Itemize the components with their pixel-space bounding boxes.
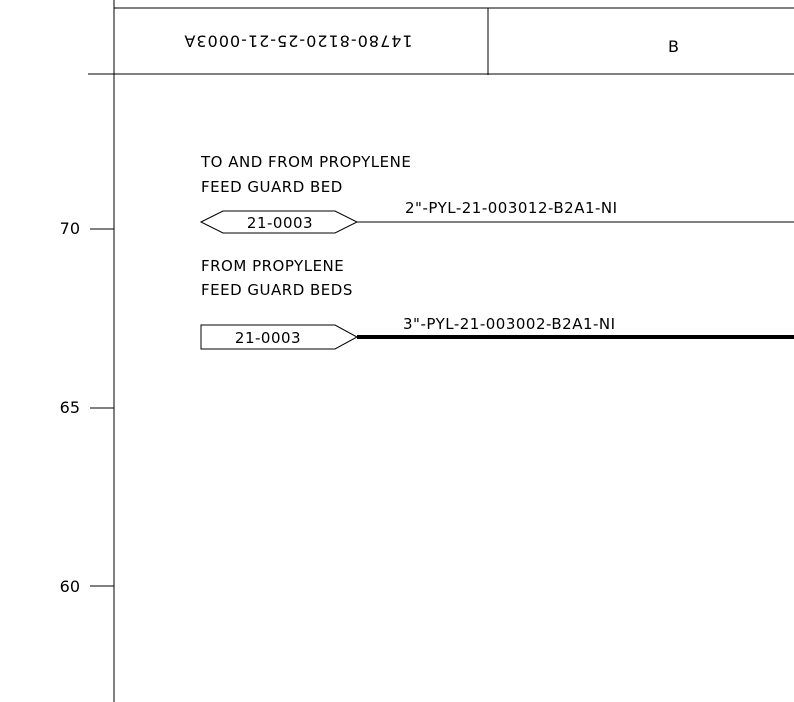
connector-1-sheet-ref: 21-0003 <box>246 214 314 232</box>
revision-letter: B <box>668 37 680 56</box>
connector-feed-guard-bed <box>200 153 794 233</box>
connector-2-line-tag: 3"-PYL-21-003002-B2A1-NI <box>403 315 616 333</box>
connector-1-note-line-2: FEED GUARD BED <box>201 178 343 196</box>
connector-1-line-tag: 2"-PYL-21-003012-B2A1-NI <box>405 199 618 217</box>
connector-2-note-line-1: FROM PROPYLENE <box>201 257 345 275</box>
scale-label-60: 60 <box>59 577 80 596</box>
connector-1-note-line-1: TO AND FROM PROPYLENE <box>201 153 412 171</box>
margin-scale <box>60 75 114 702</box>
connector-2-sheet-ref: 21-0003 <box>234 329 302 347</box>
drawing-reference-number: 14780-8120-25-21-0003A <box>183 31 413 51</box>
connector-feed-guard-beds <box>201 257 794 349</box>
header-block <box>88 0 794 75</box>
scale-label-70: 70 <box>59 219 80 238</box>
scale-label-65: 65 <box>59 398 80 417</box>
connector-2-note-line-2: FEED GUARD BEDS <box>201 281 353 299</box>
